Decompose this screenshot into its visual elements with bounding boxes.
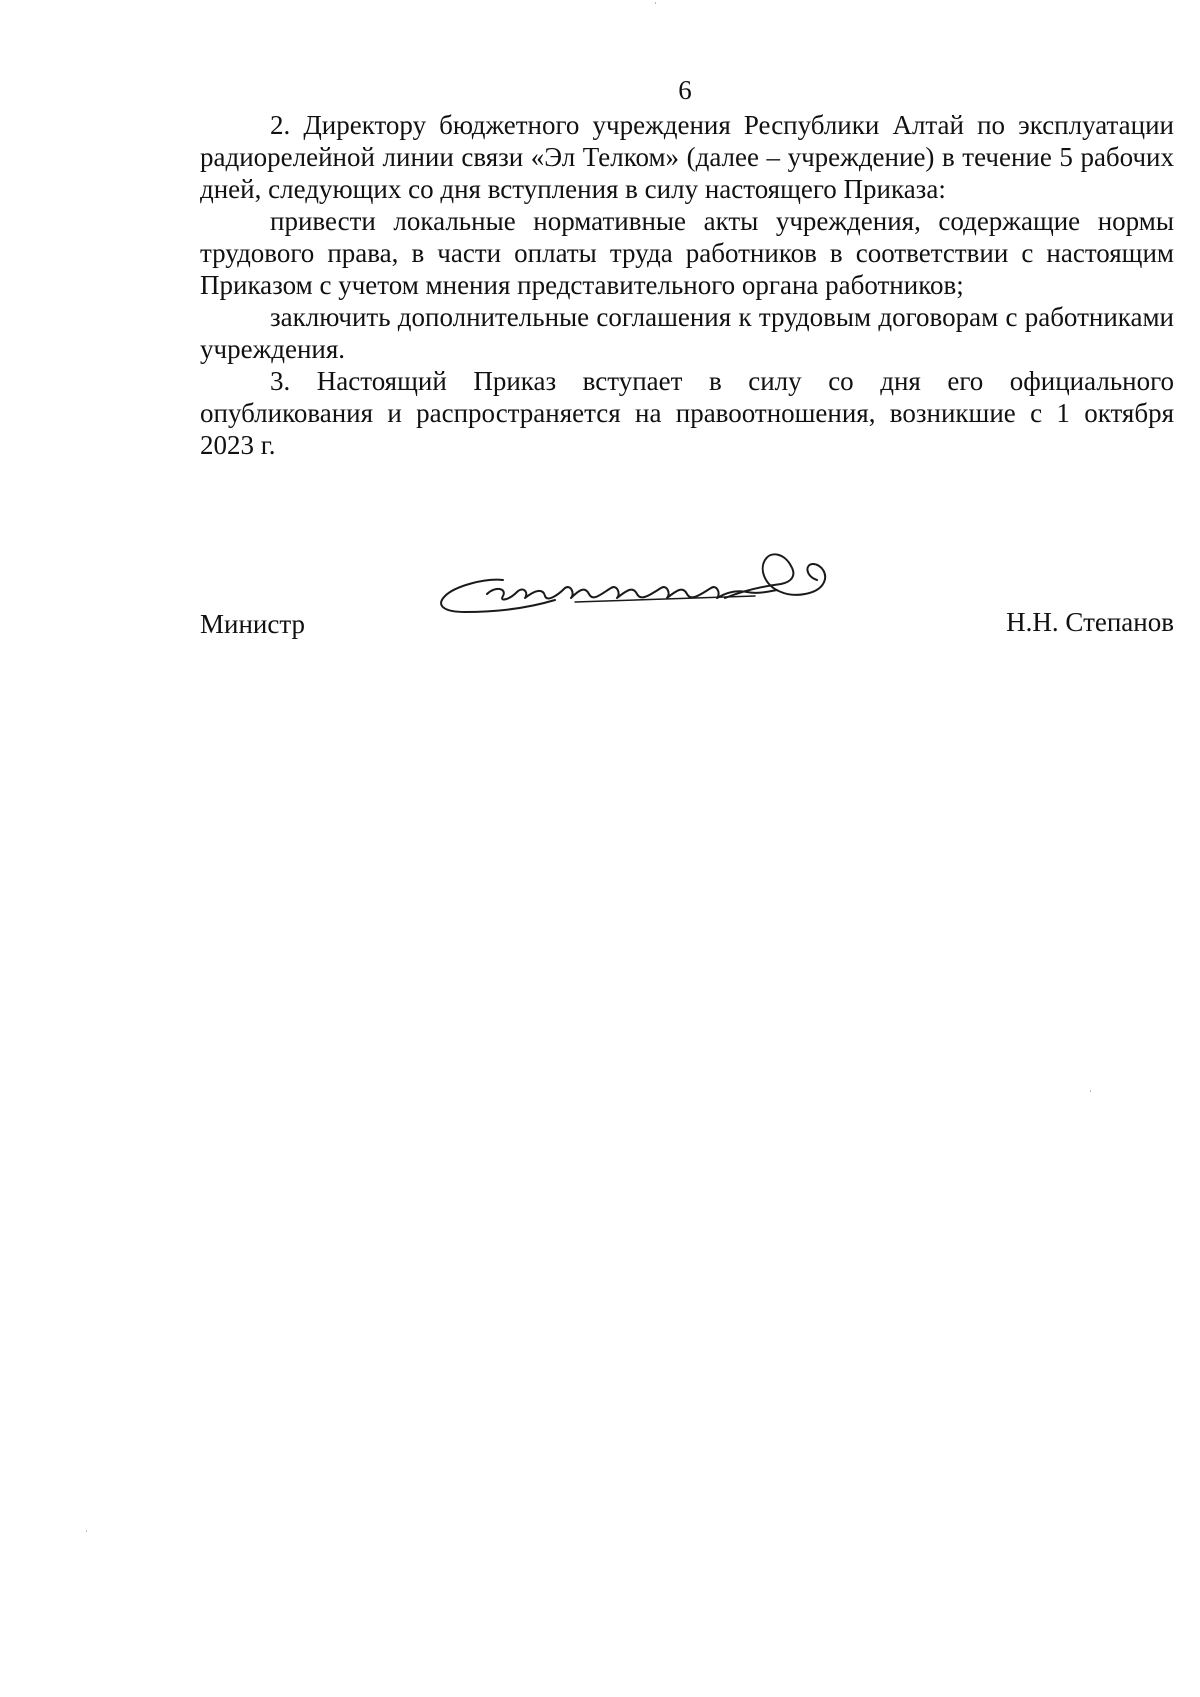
document-body <box>200 109 1174 461</box>
page-number: 6 <box>678 75 692 105</box>
scan-speck <box>86 1530 87 1532</box>
paragraph-item-3: 3. Настоящий Приказ вступает в силу со дня его официального опубликования и распространяется на правоотношения, возникшие с 1 октября 2023 г. <box>200 366 1174 460</box>
signature-block <box>200 540 1174 650</box>
paragraph-item-2: 2. Директору бюджетного учреждения Республики Алтай по эксплуатации радиорелейной линии связи «Эл Телком» (далее – учреждение) в течение 5 рабочих дней, следующих со дня вступления в силу настоящего Приказа: <box>200 110 1174 204</box>
paragraph-agreements: заключить дополнительные соглашения к трудовым договорам с работниками учреждения. <box>200 302 1174 364</box>
scan-speck <box>1090 1090 1091 1092</box>
scan-speck <box>655 2 656 4</box>
handwritten-signature <box>425 540 865 660</box>
signer-name: Н.Н. Степанов <box>1006 607 1174 637</box>
paragraph-local-acts: привести локальные нормативные акты учреждения, содержащие нормы трудового права, в части оплаты труда работников в соответствии с настоящим Приказом с учетом мнения представительного органа работников; <box>200 206 1174 300</box>
signer-title: Министр <box>200 609 305 639</box>
